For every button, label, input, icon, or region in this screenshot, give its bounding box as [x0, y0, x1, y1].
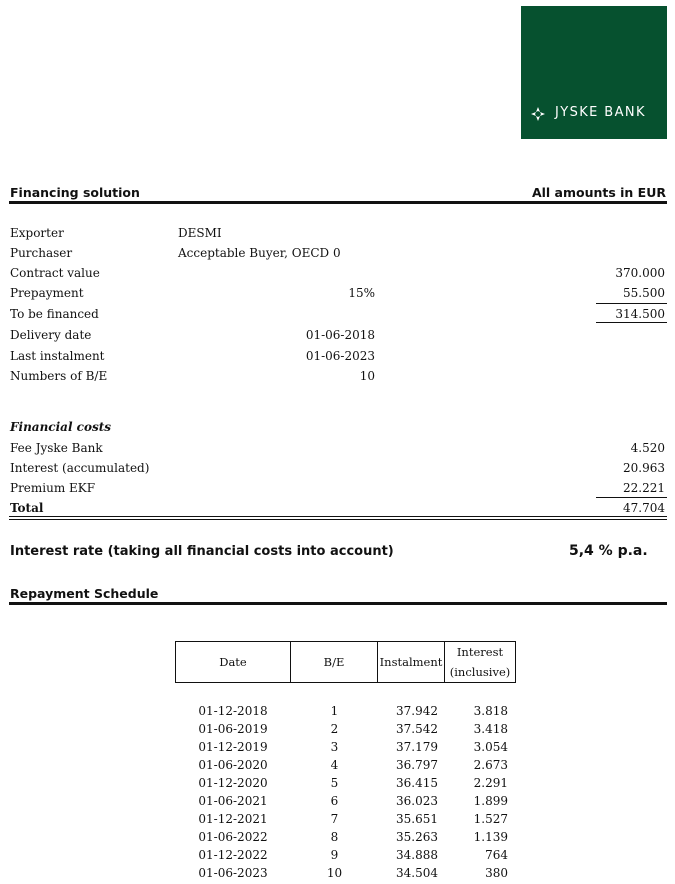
schedule-rule	[9, 602, 667, 605]
row-interest: 1.527	[473, 812, 508, 826]
row-instalment: 34.504	[396, 866, 438, 880]
header-interest	[445, 642, 516, 683]
numbers-be-label: Numbers of B/E	[10, 369, 108, 383]
fee-label: Fee Jyske Bank	[10, 441, 103, 455]
repayment-schedule-title: Repayment Schedule	[10, 586, 159, 601]
row-be: 6	[330, 794, 339, 808]
exporter-label: Exporter	[10, 226, 64, 240]
interest-rate-label: Interest rate (taking all financial costs into account)	[10, 544, 394, 559]
total-label: Total	[10, 501, 44, 515]
header-interest-line1: Interest	[456, 645, 504, 659]
row-instalment: 36.023	[396, 794, 438, 808]
purchaser-label: Purchaser	[10, 246, 73, 260]
total-amount: 47.704	[623, 501, 665, 515]
to-be-financed-underline	[596, 322, 667, 323]
delivery-date-value: 01-06-2018	[305, 328, 375, 342]
exporter-value: DESMI	[178, 226, 222, 240]
contract-value-label: Contract value	[10, 266, 100, 280]
row-interest: 2.673	[473, 758, 508, 772]
row-interest: 380	[485, 866, 508, 880]
row-be: 2	[330, 722, 339, 736]
row-instalment: 36.415	[396, 776, 438, 790]
financial-costs-heading: Financial costs	[10, 420, 112, 434]
prepayment-percent: 15%	[348, 286, 375, 300]
row-be: 7	[330, 812, 339, 826]
delivery-date-label: Delivery date	[10, 328, 92, 342]
premium-ekf-amount: 22.221	[623, 481, 665, 495]
row-instalment: 37.179	[396, 740, 438, 754]
row-date: 01-12-2019	[198, 740, 268, 754]
contract-value-amount: 370.000	[615, 266, 665, 280]
row-instalment: 37.542	[396, 722, 438, 736]
numbers-be-value: 10	[359, 369, 375, 383]
row-be: 3	[330, 740, 339, 754]
row-date: 01-12-2020	[198, 776, 268, 790]
jyske-bank-logo	[521, 6, 667, 139]
row-instalment: 35.263	[396, 830, 438, 844]
row-be: 10	[326, 866, 343, 880]
currency-note: All amounts in EUR	[531, 185, 666, 200]
last-instalment-label: Last instalment	[10, 349, 105, 363]
header-instalment: Instalment	[378, 642, 445, 683]
row-interest: 3.054	[473, 740, 508, 754]
schedule-header-table	[175, 641, 516, 683]
header-interest-line2: (inclusive)	[449, 665, 511, 679]
total-rule-bottom	[9, 519, 667, 520]
interest-rate-value: 5,4 % p.a.	[569, 543, 648, 559]
prepayment-amount: 55.500	[623, 286, 665, 300]
prepayment-label: Prepayment	[10, 286, 84, 300]
header-date: Date	[176, 642, 291, 683]
row-interest: 2.291	[473, 776, 508, 790]
row-date: 01-06-2021	[198, 794, 268, 808]
interest-accumulated-label: Interest (accumulated)	[10, 461, 150, 475]
row-be: 8	[330, 830, 339, 844]
row-date: 01-06-2020	[198, 758, 268, 772]
row-date: 01-06-2019	[198, 722, 268, 736]
jyske-bank-logo-icon	[531, 107, 545, 121]
prepayment-underline	[596, 303, 667, 304]
row-be: 1	[330, 704, 339, 718]
header-rule	[9, 201, 667, 204]
row-interest: 3.818	[473, 704, 508, 718]
row-date: 01-12-2022	[198, 848, 268, 862]
total-rule-top	[9, 516, 667, 517]
brand-name: JYSKE BANK	[555, 105, 646, 120]
row-date: 01-06-2022	[198, 830, 268, 844]
to-be-financed-amount: 314.500	[615, 307, 665, 321]
row-interest: 3.418	[473, 722, 508, 736]
row-date: 01-12-2018	[198, 704, 268, 718]
row-be: 5	[330, 776, 339, 790]
interest-accumulated-amount: 20.963	[623, 461, 665, 475]
to-be-financed-label: To be financed	[10, 307, 99, 321]
row-date: 01-06-2023	[198, 866, 268, 880]
page-title: Financing solution	[10, 185, 140, 200]
premium-ekf-label: Premium EKF	[10, 481, 96, 495]
row-be: 9	[330, 848, 339, 862]
row-instalment: 36.797	[396, 758, 438, 772]
row-instalment: 37.942	[396, 704, 438, 718]
premium-underline	[596, 497, 667, 498]
purchaser-value: Acceptable Buyer, OECD 0	[178, 246, 341, 260]
row-interest: 764	[485, 848, 508, 862]
row-interest: 1.899	[473, 794, 508, 808]
fee-amount: 4.520	[630, 441, 665, 455]
last-instalment-value: 01-06-2023	[305, 349, 375, 363]
row-instalment: 35.651	[396, 812, 438, 826]
header-be: B/E	[291, 642, 378, 683]
row-date: 01-12-2021	[198, 812, 268, 826]
row-instalment: 34.888	[396, 848, 438, 862]
row-be: 4	[330, 758, 339, 772]
row-interest: 1.139	[473, 830, 508, 844]
